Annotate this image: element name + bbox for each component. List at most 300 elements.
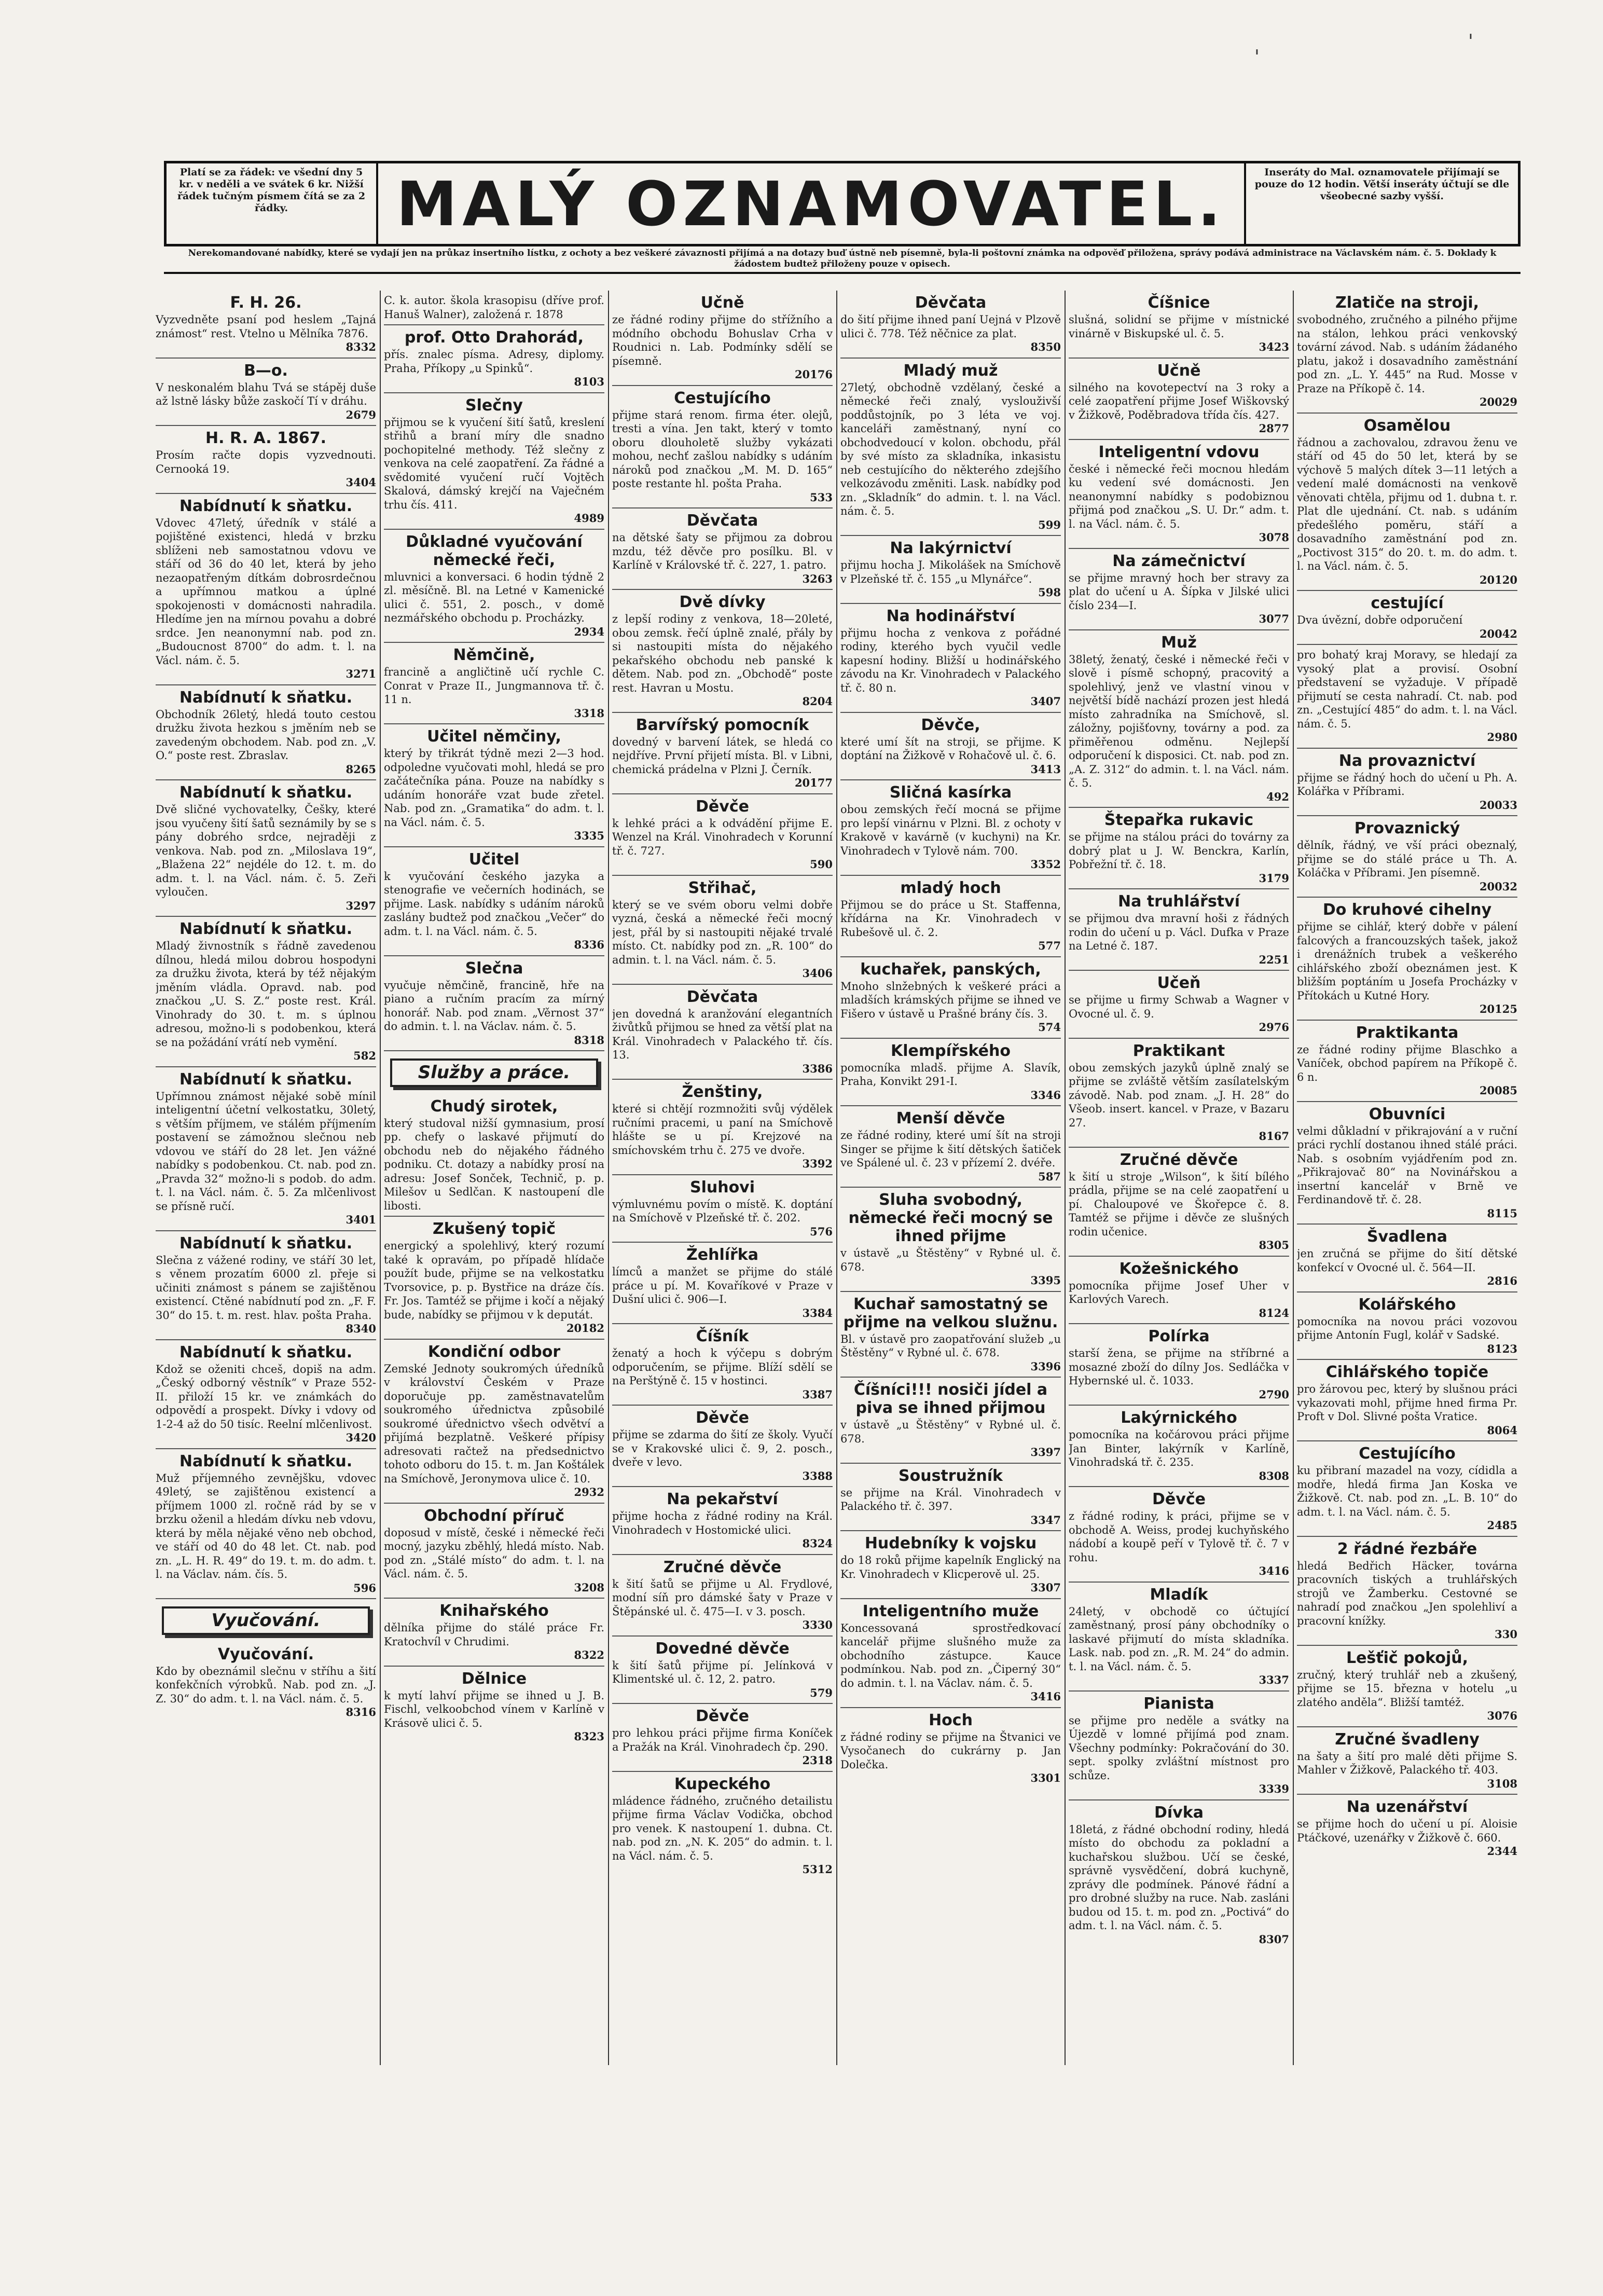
classified-ad — [1297, 816, 1517, 898]
ad-heading: Obchodní příruč — [424, 1506, 564, 1525]
ad-code: 20029 — [1479, 395, 1517, 408]
masthead-title: MALÝ OZNAMOVATEL. — [396, 168, 1226, 240]
price-box: Platí se za řádek: ve všední dny 5 kr. v neděli a ve svátek 6 kr. Nižší řádek tučným písmem čítá se za 2 řádky. — [167, 163, 378, 244]
ad-code: 3347 — [1030, 1513, 1061, 1527]
ad-code: 8265 — [346, 762, 376, 776]
ad-code: 5312 — [802, 1863, 833, 1876]
ad-code: 8316 — [346, 1706, 376, 1718]
ad-code: 3108 — [1487, 1777, 1517, 1790]
ad-text: pomocníka mladš. přijme A. Slavík, Praha, Konvikt 291-I. — [840, 1061, 1061, 1088]
ad-heading: Nabídnutí k sňatku. — [179, 783, 353, 802]
classified-ad — [1297, 291, 1517, 414]
classified-ad — [1297, 1646, 1517, 1727]
classified-ad — [1069, 440, 1289, 549]
classified-ad — [612, 291, 833, 386]
ad-code: 8305 — [1259, 1239, 1289, 1252]
classified-ad — [1069, 971, 1289, 1039]
classified-ad — [840, 1188, 1061, 1292]
ad-text: 24letý, v obchodě co účtující zaměstnaný, prosí pány obchodníky o laskavé přijmutí do místa skladníka. Lask. nab. pod zn. „R. M. 24“ do admin. t. l. na Václ. nám. č. 5. — [1069, 1605, 1289, 1673]
ad-heading: Klempířského — [890, 1041, 1011, 1060]
ad-heading: Cestujícího — [1359, 1445, 1456, 1463]
ad-code: 8167 — [1259, 1130, 1289, 1143]
ad-heading: Učitel — [468, 850, 520, 869]
classified-ad — [1297, 1537, 1517, 1646]
classified-ad — [612, 508, 833, 590]
classified-ad — [156, 426, 376, 494]
ad-text: Dvě sličné vychovatelky, Češky, které jsou vyučeny šití šatů seznámily by se s pány dobrého srdce, nejraději z venkova. Nab. pod zn. „Miloslava 19“, „Blažena 22“ nejdéle do 12. t. m. do adm. t. l. na Václ. nám. č. 5. Zeři vyloučen. — [156, 803, 376, 898]
ad-code: 2816 — [1487, 1274, 1517, 1287]
ad-heading: Do kruhové cihelny — [1322, 901, 1492, 919]
ad-code: 2877 — [1259, 422, 1289, 435]
ad-heading: Švadlena — [1366, 1228, 1448, 1246]
classified-ad — [612, 1487, 833, 1555]
ad-heading: Na provaznictví — [1338, 751, 1476, 770]
ad-text: dělník, řádný, ve vší práci obeznalý, přijme se do stálé práce u Th. A. Koláčka v Příbrami. Jen písemně. — [1297, 839, 1517, 879]
classified-ad — [612, 1772, 833, 1880]
ad-text: přís. znalec písma. Adresy, diplomy. Praha, Příkopy „u Spinků“. — [384, 348, 604, 375]
ad-code: 3346 — [1030, 1088, 1061, 1102]
ad-heading: Učitel němčiny, — [427, 727, 561, 746]
classified-ad — [840, 536, 1061, 604]
ad-heading: H. R. A. 1867. — [205, 429, 326, 447]
ad-heading: Polírka — [1148, 1327, 1210, 1345]
ad-text: Prosím račte dopis vyzvednouti. Cernooká 19. — [156, 449, 376, 475]
ad-heading: Nabídnutí k sňatku. — [179, 688, 353, 707]
ad-code: 3416 — [1259, 1564, 1289, 1577]
classified-ad — [1069, 1800, 1289, 1950]
ad-heading: Děvčata — [915, 294, 987, 312]
ad-heading: Zručné děvče — [663, 1558, 782, 1576]
ad-text: české i německé řeči mocnou hledám ku vedení své domácnosti. Jen neanonymní nabídky s podobiznou přijmá pod značkou „S. U. Dr.“ adm. t. l. na Václ. nám. č. 5. — [1069, 462, 1289, 530]
ad-text: mládence řádného, zručného detailistu přijme firma Václav Vodička, obchod pro venek. K nastoupení 1. dubna. Ct. nab. pod zn. „N. K. 205“ do admin. t. l. na Václ. nám. č. 5. — [612, 1794, 833, 1862]
ad-heading: Lešťič pokojů, — [1346, 1648, 1469, 1667]
ad-text: svobodného, zručného a pilného přijme na stálon, lehkou práci venkovský tovární závod. Nab. s udáním žádaného platu, jakož i dosavadního zaměstnání pod zn. „L. Y. 445“ na Rud. Mosse v Praze na Příkopě č. 14. — [1297, 313, 1517, 395]
ad-text: přijme se cihlář, který dobře v pálení falcových a francouzských tašek, jakož i drenážních trubek a veškerého cihlářského zboží obeznámen jest. K bližším poptáním u Josefa Procházky v Přítokách u Kutné Hory. — [1297, 920, 1517, 1002]
classified-ad — [840, 1708, 1061, 1789]
classified-ad — [1297, 1360, 1517, 1441]
ad-heading: Děvče — [696, 1409, 749, 1427]
ad-heading: B—o. — [244, 361, 288, 380]
ad-heading: Zlatiče na stroji, — [1335, 294, 1480, 312]
ad-text: Obchodník 26letý, hledá touto cestou družku života hezkou s jměním neb se zavedeným obchodem. Nab. pod zn. „V. O.“ poste rest. Zbraslav. — [156, 708, 376, 762]
ad-code: 20033 — [1479, 798, 1517, 812]
classified-ad — [156, 1067, 376, 1231]
ad-text: Bl. v ústavě pro zaopatřování služeb „u Štěstěny“ v Rybné ul. č. 678. — [840, 1332, 1061, 1359]
ad-code: 8324 — [802, 1537, 833, 1550]
classified-ad — [384, 1340, 604, 1504]
ad-text: Přijmou se do práce u St. Staffenna, křídárna na Kr. Vinohradech v Rubešově ul. č. 2. — [840, 898, 1061, 939]
ad-heading: Inteligentního muže — [862, 1602, 1039, 1620]
classified-ad — [840, 1599, 1061, 1708]
ad-text: se přijme mravný hoch ber stravy za plat do učení u A. Šípka v Jilské ulici číslo 234—I. — [1069, 571, 1289, 612]
ad-code: 3330 — [802, 1618, 833, 1631]
ad-heading: Zkušený topič — [432, 1220, 556, 1238]
ad-heading: Sluha svobodný, německé řeči mocný se ihned přijme — [848, 1191, 1053, 1245]
classified-ad — [840, 291, 1061, 359]
ad-heading: Na pekařství — [667, 1490, 778, 1508]
classified-ad — [612, 876, 833, 985]
classified-ad — [840, 876, 1061, 957]
ad-text: k mytí lahví přijme se ihned u J. B. Fischl, velkoobchod vínem v Karlíně v Krásově ulici č. 5. — [384, 1689, 604, 1729]
ad-text: do 18 roků přijme kapelník Englický na Kr. Vinohradech v Klicperově ul. 25. — [840, 1554, 1061, 1580]
ad-heading: Kuchař samostatný se přijme na velkou služnu. — [843, 1295, 1058, 1331]
classified-ad — [840, 713, 1061, 781]
classified-ad — [1297, 1441, 1517, 1537]
classified-ad — [1297, 1727, 1517, 1795]
ad-text: energický a spolehlivý, který rozumí také k opravám, po případě hlídače použít bude, přijme se na velkostatku Tvorsovice, p. p. Bystřice na dráze čís. Fr. Jos. Tamtéž se přijme i kočí a nějaký bude, nabídky se přijmou v k deputát. — [384, 1240, 604, 1321]
ad-code: 3401 — [346, 1213, 376, 1226]
ad-heading: Na truhlářství — [1117, 892, 1240, 911]
ad-heading: Cihlářského topiče — [1325, 1363, 1489, 1381]
ad-text: se přijme hoch do učení u pí. Aloisie Ptáčkové, uzenářky v Žižkově č. 660. — [1297, 1818, 1517, 1844]
ad-code: 574 — [1038, 1021, 1061, 1034]
classified-ad — [840, 604, 1061, 713]
ad-heading: Nabídnutí k sňatku. — [179, 1452, 353, 1470]
ad-text: pro lehkou práci přijme firma Koníček a Pražák na Král. Vinohradech čp. 290. — [612, 1727, 833, 1753]
classified-ad — [1069, 1487, 1289, 1583]
ad-text: výmluvnému povím o místě. K. doptání na Smíchově v Plzeňské tř. č. 202. — [612, 1198, 833, 1224]
ad-heading: Kolářského — [1358, 1295, 1456, 1314]
ad-heading: Sluhovi — [689, 1178, 755, 1197]
ad-text: Mladý živnostník s řádně zavedenou dílnou, hledá milou dobrou hospodyni za družku života, která by též nějakým jměním vládla. Opravd. nab. pod značkou „U. S. Z.“ poste rest. Král. Vinohrady do 30. t. m. s úplnou adresou, možno-li s podobenkou, která se na požádání vrátí neb vymění. — [156, 940, 376, 1049]
classified-ad — [840, 1292, 1061, 1378]
ad-text: z řádné rodiny, k práci, přijme se v obchodě A. Weiss, prodej kuchyňského nádobí a koupě peří v Tylově tř. č. 7 v rohu. — [1069, 1510, 1289, 1564]
ad-heading: Důkladné vyučování německé řeči, — [406, 532, 583, 569]
ad-code: 587 — [1038, 1170, 1061, 1183]
ad-heading: Nabídnutí k sňatku. — [179, 497, 353, 515]
ad-text: k vyučování českého jazyka a stenografie ve večerních hodinách, se přijme. Lask. nabídky s udáním nároků zaslány budtež pod značkou „Večer“ do adm. t. l. na Václ. nám. č. 5. — [384, 870, 604, 938]
ad-text: přijmou se k vyučení šití šatů, kreslení střihů a braní míry dle snadno pochopitelné methody. Též slečny z venkova na celé zaopatření. Za řádné a svědomité vyučení ručí Vojtěch Skalová, dámský krejčí na Vaječném trhu čís. 411. — [384, 416, 604, 511]
ad-heading: Děvče, — [921, 716, 980, 734]
ad-code: 3386 — [802, 1062, 833, 1075]
ad-heading: Cestujícího — [674, 389, 771, 407]
classified-ad — [1297, 1021, 1517, 1102]
ad-heading: F. H. 26. — [230, 294, 302, 312]
classified-ad — [612, 1555, 833, 1637]
classified-ad — [384, 724, 604, 847]
ad-heading: Nabídnutí k sňatku. — [179, 1343, 353, 1362]
ad-code: 3407 — [1030, 695, 1061, 708]
ad-code: 20032 — [1479, 879, 1517, 893]
ad-code: 579 — [810, 1686, 833, 1699]
classified-ad — [612, 985, 833, 1080]
ad-code: 20182 — [566, 1322, 604, 1335]
classified-ad — [840, 1378, 1061, 1464]
column-divider — [1065, 291, 1066, 2065]
ad-text: z řádné rodiny se přijme na Štvanici ve Vysočanech do cukrárny p. Jan Dolečka. — [840, 1730, 1061, 1771]
ad-code: 2344 — [1487, 1845, 1517, 1858]
ad-heading: Mladý muž — [903, 361, 998, 380]
classified-ad — [1069, 1148, 1289, 1257]
ad-text: v ústavě „u Štěstěny“ v Rybné ul. č. 678. — [840, 1247, 1061, 1273]
ad-heading: Vyučování. — [217, 1645, 314, 1663]
ad-heading: Mladík — [1150, 1585, 1208, 1604]
ad-code: 3406 — [802, 967, 833, 980]
ad-heading: Dvě dívky — [679, 593, 766, 611]
ad-text: pro bohatý kraj Moravy, se hledají za vysoký plat a provisí. Osobní představení se vyžaduje. V případě přijmutí se cesta nahradí. Ct. nab. pod zn. „Cestující 485“ do adm. t. l. na Václ. nám. č. 5. — [1297, 649, 1517, 730]
ad-code: 533 — [810, 490, 833, 504]
ad-code: 3384 — [802, 1306, 833, 1319]
column-3 — [612, 291, 833, 2065]
ad-heading: Děvče — [1152, 1490, 1206, 1508]
ad-code: 577 — [1038, 939, 1061, 952]
ad-code: 8332 — [346, 340, 376, 353]
classified-ad — [156, 1449, 376, 1600]
ad-text: dovedný v barvení látek, se hledá co nejdříve. První přijetí místa. Bl. v Libni, chemická prádelna v Plzni J. Černík. — [612, 735, 833, 776]
classified-ad — [612, 386, 833, 509]
ad-text: k šití šatů přijme pí. Jelínková v Klimentské ul. č. 12, 2. patro. — [612, 1659, 833, 1685]
ad-text: pomocníka přijme Josef Uher v Karlových Varech. — [1069, 1279, 1289, 1305]
classified-ad — [840, 1039, 1061, 1107]
ad-heading: Slečna — [465, 959, 523, 978]
classified-ad — [1069, 889, 1289, 971]
ad-code: 3397 — [1030, 1446, 1061, 1459]
ad-text: Koncessovaná sprostředkovací kancelář přijme slušného muže za obchodního zástupce. Kauce podmínkou. Nab. pod zn. „Čiperný 30“ do admin. t. l. na Václav. nám. č. 5. — [840, 1621, 1061, 1689]
ad-text: V neskonalém blahu Tvá se stápěj duše až lstně lásky bůže zaskočí Tí v dráhu. — [156, 381, 376, 407]
ad-text: řádnou a zachovalou, zdravou ženu ve stáří od 45 do 50 let, která by se výchově 5 malých dítek 3—11 letých a vedení malé domácnosti na venkově věnovati chtěla, přijmu od 1. dubna t. r. Plat dle ujednání. Ct. nab. s udáním předešlého poměru, stáří a dosavadního zaměstnání pod zn. „Poctivost 315“ do 20. t. m. do adm. t. l. na Václ. nám. č. 5. — [1297, 436, 1517, 572]
ad-text: ze řádné rodiny, které umí šít na stroji Singer se přijme k šití dětských šatiček ve Spálené ul. č. 23 v přízemí 2. dvéře. — [840, 1129, 1061, 1169]
ad-heading: Ženštiny, — [682, 1083, 763, 1101]
ad-code: 2980 — [1487, 731, 1517, 744]
classified-ad — [1069, 1406, 1289, 1487]
ad-text: který by třikrát týdně mezi 2—3 hod. odpoledne vyučovati mohl, hledá se pro začátečníka pána. Pouze na nabídky s udáním honoráře vzat bude zřetel. Nab. pod zn. „Gramatika“ do adm. t. l. na Václ. nám. č. 5. — [384, 747, 604, 829]
ad-code: 8336 — [574, 938, 604, 951]
ad-text: 27letý, obchodně vzdělaný, české a německé řeči znalý, vyslouživší poddůstojník, po 3 léta ve voj. kanceláři zaměstnaný, nyní co obchodvedoucí v kolon. obchodu, přál by své místo za skladníka, inkasistu neb cestujícího do některého zdejšího velkozávodu změniti. Lask. nabídky pod zn. „Skladník“ do admin. t. l. na Václ. nám. č. 5. — [840, 381, 1061, 517]
ad-heading: Dívka — [1154, 1803, 1204, 1822]
ad-text: do šití přijme ihned paní Uejná v Plzově ulici č. 778. Též něčnice za plat. — [840, 313, 1061, 340]
ad-heading: Barvířský pomocník — [635, 716, 809, 734]
ad-text: Kdož se oženiti chceš, dopiš na adm. „Český odborný věstník“ v Praze 552-II. přiloží 15 kr. ve známkách do odpovědí a prospekt. Dívky i vdovy od 1-2-4 až do 50 tisíc. Reelní mlčenlivost. — [156, 1363, 376, 1431]
ad-code: 596 — [353, 1581, 376, 1594]
ad-heading: Němčině, — [453, 646, 535, 664]
ad-heading: Inteligentní vdovu — [1098, 443, 1260, 461]
classified-ad — [840, 1106, 1061, 1188]
ad-heading: Slečny — [465, 396, 523, 415]
classified-ad — [840, 1464, 1061, 1532]
column-5 — [1069, 291, 1289, 2065]
ad-text: hledá Bedřich Häcker, továrna pracovních tiských a truhlářských strojů ve Žamberku. Cestovné se nahradí pod značkou „Jen spolehliví a pracovní knížky. — [1297, 1559, 1517, 1627]
ad-heading: Praktikanta — [1356, 1023, 1459, 1042]
ad-heading: Osamělou — [1363, 416, 1451, 435]
classified-ad — [1297, 645, 1517, 749]
ad-code: 3337 — [1259, 1673, 1289, 1686]
column-1 — [156, 291, 376, 2065]
classified-ad — [1297, 749, 1517, 817]
ad-code: 20042 — [1479, 627, 1517, 640]
ad-heading: Sličná kasírka — [889, 783, 1012, 802]
classified-ad — [384, 291, 604, 325]
ad-text: z lepší rodiny z venkova, 18—20leté, obou zemsk. řečí úplně znalé, přály by si nastoupiti místa do nějakého pekařského obchodu neb panské k dětem. Nab. pod zn. „Obchodě“ poste rest. Havran u Mostu. — [612, 613, 833, 694]
ad-heading: Zručné děvče — [1120, 1150, 1238, 1169]
ad-code: 8350 — [1030, 340, 1061, 353]
ad-code: 3413 — [1030, 762, 1061, 776]
classified-ad — [1069, 1039, 1289, 1148]
ad-text: silného na kovotepectví na 3 roky a celé zaopatření přijme Josef Wiškovský v Žižkově, Poděbradova třída čís. 427. — [1069, 381, 1289, 421]
classified-ad — [384, 847, 604, 956]
ad-text: francině a angličtině učí rychle C. Conrat v Praze II., Jungmannova tř. č. 11 n. — [384, 666, 604, 706]
ad-heading: Děvčata — [686, 512, 758, 530]
ad-code: 3335 — [574, 829, 604, 842]
ad-code: 2976 — [1259, 1021, 1289, 1034]
classified-ad — [612, 590, 833, 713]
classified-ad — [156, 1642, 376, 1723]
ad-code: 3076 — [1487, 1709, 1517, 1722]
ad-text: se přijme pro neděle a svátky na Újezdě v lomné přijímá pod znam. Všechny podmínky: Pokračování do 30. sept. spolky zvláštní místnost pro schůze. — [1069, 1714, 1289, 1782]
ad-heading: Muž — [1161, 633, 1197, 652]
ad-heading: Menší děvče — [896, 1109, 1005, 1128]
classified-ad — [1297, 1225, 1517, 1293]
ad-heading: Dělnice — [461, 1669, 527, 1688]
ad-text: přijme stará renom. firma éter. olejů, tresti a vína. Jen takt, který v tomto oboru dlouholetě služby vykázati mohou, nechť zašlou nabídky s udáním nároků pod značkou „M. M. D. 165“ poste restante hl. pošta Praha. — [612, 408, 833, 490]
ad-heading: Na zámečnictví — [1112, 552, 1246, 570]
ad-text: ku přibraní mazadel na vozy, cídidla a modře, hledá firma Jan Koska ve Žižkově. Ct. nab. pod zn. „L. B. 10“ do adm. t. l. na Václ. nám. č. 5. — [1297, 1464, 1517, 1518]
ad-code: 3263 — [802, 572, 833, 585]
classified-ad — [384, 530, 604, 643]
ad-text: přijme se zdarma do šití ze školy. Vyučí se v Krakovské ulici č. 9, 2. posch., dveře v levo. — [612, 1428, 833, 1468]
ad-code: 8308 — [1259, 1469, 1289, 1482]
column-6 — [1297, 291, 1517, 2065]
ad-text: Dva úvězní, dobře odporučení — [1297, 614, 1463, 626]
ad-text: které si chtějí rozmnožiti svůj výdělek ručními pracemi, u paní na Smíchově hlášte se u pí. Krejzové na smíchovském trhu č. 275 ve dvoře. — [612, 1103, 833, 1157]
classified-ad — [612, 1406, 833, 1487]
ad-text: ženatý a hoch k výčepu s dobrým odporučením, se přijme. Blíží sdělí se na Perštýně č. 15 v hostinci. — [612, 1347, 833, 1387]
classified-ad — [1297, 591, 1517, 645]
classified-ad — [156, 359, 376, 427]
ad-code: 2318 — [802, 1754, 833, 1767]
ad-text: se přijme u firmy Schwab a Wagner v Ovocné ul. č. 9. — [1069, 994, 1289, 1020]
ad-code: 8103 — [574, 375, 604, 388]
classified-ad — [384, 1094, 604, 1217]
ad-text: v ústavě „u Štěstěny“ v Rybné ul. č. 678. — [840, 1419, 1061, 1445]
classified-ad — [1069, 1583, 1289, 1692]
classified-ad — [840, 780, 1061, 876]
ad-text: přijmu hocha z venkova z pořádné rodiny, kterého bych vyučil vedle kapesní hodiny. Bližší u hodinářského závodu na Kr. Vinohradech v Palackého tř. č. 80 n. — [840, 626, 1061, 694]
ad-text: pomocníka na novou práci vozovou přijme Antonín Fugl, kolář v Sadské. — [1297, 1315, 1517, 1341]
classified-ad — [1069, 808, 1289, 889]
ad-text: Vyzvedněte psaní pod heslem „Tajná známost“ rest. Vtelno u Mělníka 7876. — [156, 313, 376, 340]
ad-code: 20125 — [1479, 1002, 1517, 1015]
ad-code: 8318 — [574, 1033, 604, 1047]
classified-ad — [1297, 1102, 1517, 1225]
classified-ad — [156, 1340, 376, 1449]
ad-code: 3423 — [1259, 340, 1289, 353]
ad-text: Mnoho slnžebných k veškeré práci a mladších krámských přijme se ihned ve Fišero v ústavě u Prašné brány čís. 3. — [840, 980, 1061, 1020]
ad-heading: Učně — [1157, 361, 1201, 380]
classified-ad — [1069, 1692, 1289, 1800]
ad-text: na šaty a šití pro malé děti přijme S. Mahler v Žižkově, Palackého tř. 403. — [1297, 1750, 1517, 1776]
classified-ad — [384, 325, 604, 393]
ad-heading: Hudebníky k vojsku — [864, 1534, 1037, 1552]
ad-text: ze řádné rodiny přijme Blaschko a Vaníček, obchod papírem na Příkopě č. 6 n. — [1297, 1043, 1517, 1083]
column-divider — [380, 291, 381, 2065]
ad-heading: Nabídnutí k sňatku. — [179, 1234, 353, 1253]
ad-heading: Číšník — [696, 1327, 749, 1345]
ad-text: Zemské Jednoty soukromých úředníků v království Českém v Praze doporučuje pp. zaměstnavatelům soukromého úřednictva způsobilé soukromé úřednictvo všech odvětví a přijímá bezplatně. Veškeré přípisy adresovati račtež na předsednictvo tohoto odboru do 15. t. m. Jan Koštálek na Smíchově, Jeronymova ulice č. 10. — [384, 1362, 604, 1485]
ad-text: jen zručná se přijme do šití dětské konfekcí v Ovocné ul. č. 564—II. — [1297, 1247, 1517, 1274]
ad-heading: Učeň — [1157, 974, 1201, 992]
ad-text: se přijme na stálou práci do továrny za dobrý plat u J. W. Benckra, Karlín, Pobřežní tř. č. 18. — [1069, 831, 1289, 871]
ad-heading: Kožešnického — [1119, 1259, 1239, 1278]
classified-ad — [384, 1599, 604, 1667]
ad-text: k lehké práci a k odvádění přijme E. Wenzel na Král. Vinohradech v Korunní tř. č. 727. — [612, 817, 833, 857]
ad-code: 3077 — [1259, 612, 1289, 625]
column-divider — [1293, 291, 1294, 2065]
classified-ad — [1069, 549, 1289, 630]
ad-code: 20085 — [1479, 1084, 1517, 1097]
ad-text: který studoval nižší gymnasium, prosí pp. chefy o laskavé přijmutí do obchodu neb do nějakého řádného podniku. Ct. dotazy a nabídky prosí na adresu: Josef Sonček, Technič, p. p. Milešov u Sedlčan. K nastoupení dle libosti. — [384, 1117, 604, 1212]
ad-code: 582 — [353, 1049, 376, 1062]
ad-heading: Praktikant — [1132, 1041, 1225, 1060]
ad-code: 8322 — [574, 1648, 604, 1661]
masthead — [164, 161, 1521, 246]
ad-text: slušná, solidní se přijme v místnické vinárně v Biskupské ul. č. 5. — [1069, 313, 1289, 340]
ad-code: 8064 — [1487, 1423, 1517, 1437]
ad-code: 3404 — [346, 476, 376, 489]
classified-ad — [612, 1243, 833, 1324]
ad-heading: Provaznický — [1354, 819, 1460, 837]
ad-text: se přijme na Král. Vinohradech v Palackého tř. č. 397. — [840, 1486, 1061, 1513]
classified-ad — [156, 917, 376, 1067]
ad-text: zručný, který truhlář neb a zkušený, přijme se 15. března v hotelu „u zlatého anděla“. Bližší tamtéž. — [1297, 1668, 1517, 1709]
ad-code: 2790 — [1259, 1387, 1289, 1401]
ad-text: pro žárovou pec, který by slušnou práci vykazovati mohl, přijme hned firma Pr. Proft v Dol. Slivné pošta Vratice. — [1297, 1383, 1517, 1423]
ad-text: pomocníka na kočárovou práci přijme Jan Binter, lakýrník v Karlíně, Vinohradská tř. č. 235. — [1069, 1428, 1289, 1468]
ad-code: 2934 — [574, 625, 604, 638]
insertion-box: Inseráty do Mal. oznamovatele přijímají se pouze do 12 hodin. Větší inseráty účtují se dle všeobecné sazby vyšší. — [1244, 163, 1518, 244]
ad-heading: Kondiční odbor — [427, 1342, 561, 1361]
classified-ad — [1297, 898, 1517, 1021]
ad-heading: Nabídnutí k sňatku. — [179, 1070, 353, 1089]
ad-code: 3420 — [346, 1431, 376, 1444]
ad-code: 3179 — [1259, 871, 1289, 885]
ad-heading: Číšníci!!! nosiči jídel a piva se ihned přijmou — [853, 1381, 1048, 1417]
classified-ad — [1297, 1293, 1517, 1360]
ad-code: 3307 — [1030, 1581, 1061, 1594]
ad-code: 3392 — [802, 1157, 833, 1170]
ad-code: 8340 — [346, 1322, 376, 1335]
ad-heading: Hoch — [929, 1711, 973, 1729]
ad-text: starší žena, se přijme na stříbrné a mosazné zboží do dílny Jos. Sedláčka v Hybernské ul. č. 1033. — [1069, 1347, 1289, 1387]
ad-text: k šití u stroje „Wilson“, k šití bílého prádla, přijme se na celé zaopatření u pí. Chaloupové ve Škořepce č. 8. Tamtéž se přijme i děvče ze slušných rodin učenice. — [1069, 1170, 1289, 1238]
ad-heading: Děvče — [696, 1707, 749, 1725]
classified-ad — [156, 780, 376, 917]
classified-ad — [1069, 630, 1289, 808]
ad-code: 8115 — [1487, 1206, 1517, 1220]
ad-code: 599 — [1038, 518, 1061, 531]
ad-heading: Lakýrnického — [1121, 1409, 1237, 1427]
ad-heading: kuchařek, panských, — [860, 960, 1041, 979]
classified-ad — [1069, 1324, 1289, 1406]
ad-code: 330 — [1495, 1628, 1517, 1641]
ad-heading: Obuvníci — [1369, 1105, 1446, 1123]
ad-text: na dětské šaty se přijmou za dobrou mzdu, též děvče pro posílku. Bl. v Karlíně v Královské tř. č. 227, 1. patro. — [612, 531, 833, 571]
classified-ad — [1069, 1257, 1289, 1325]
ad-code: 3318 — [574, 706, 604, 720]
ad-code: 3208 — [574, 1580, 604, 1594]
ad-code: 3352 — [1030, 858, 1061, 871]
ad-text: mluvnici a konversaci. 6 hodin týdně 2 zl. měsíčně. Bl. na Letné v Kamenické ulici č. 551, 2. posch., v domě nezmářského obchodu p. Procházky. — [384, 570, 604, 624]
ad-heading: Žehlířka — [686, 1246, 758, 1264]
ad-text: k šití šatů se přijme u Al. Frydlové, modní síň pro dámské šaty v Praze v Štěpánské ul. č. 475—I. v 3. posch. — [612, 1577, 833, 1618]
ad-code: 8323 — [574, 1730, 604, 1743]
classified-ad — [840, 359, 1061, 537]
ad-code: 590 — [810, 858, 833, 871]
column-divider — [608, 291, 609, 2065]
ad-heading: prof. Otto Drahorád, — [404, 328, 584, 347]
ad-text: ze řádné rodiny přijme do střížního a módního obchodu Bohuslav Crha v Roudnici n. Lab. Podmínky sdělí se písemně. — [612, 313, 833, 367]
ad-code: 8204 — [802, 695, 833, 708]
classified-ad — [384, 1504, 604, 1599]
